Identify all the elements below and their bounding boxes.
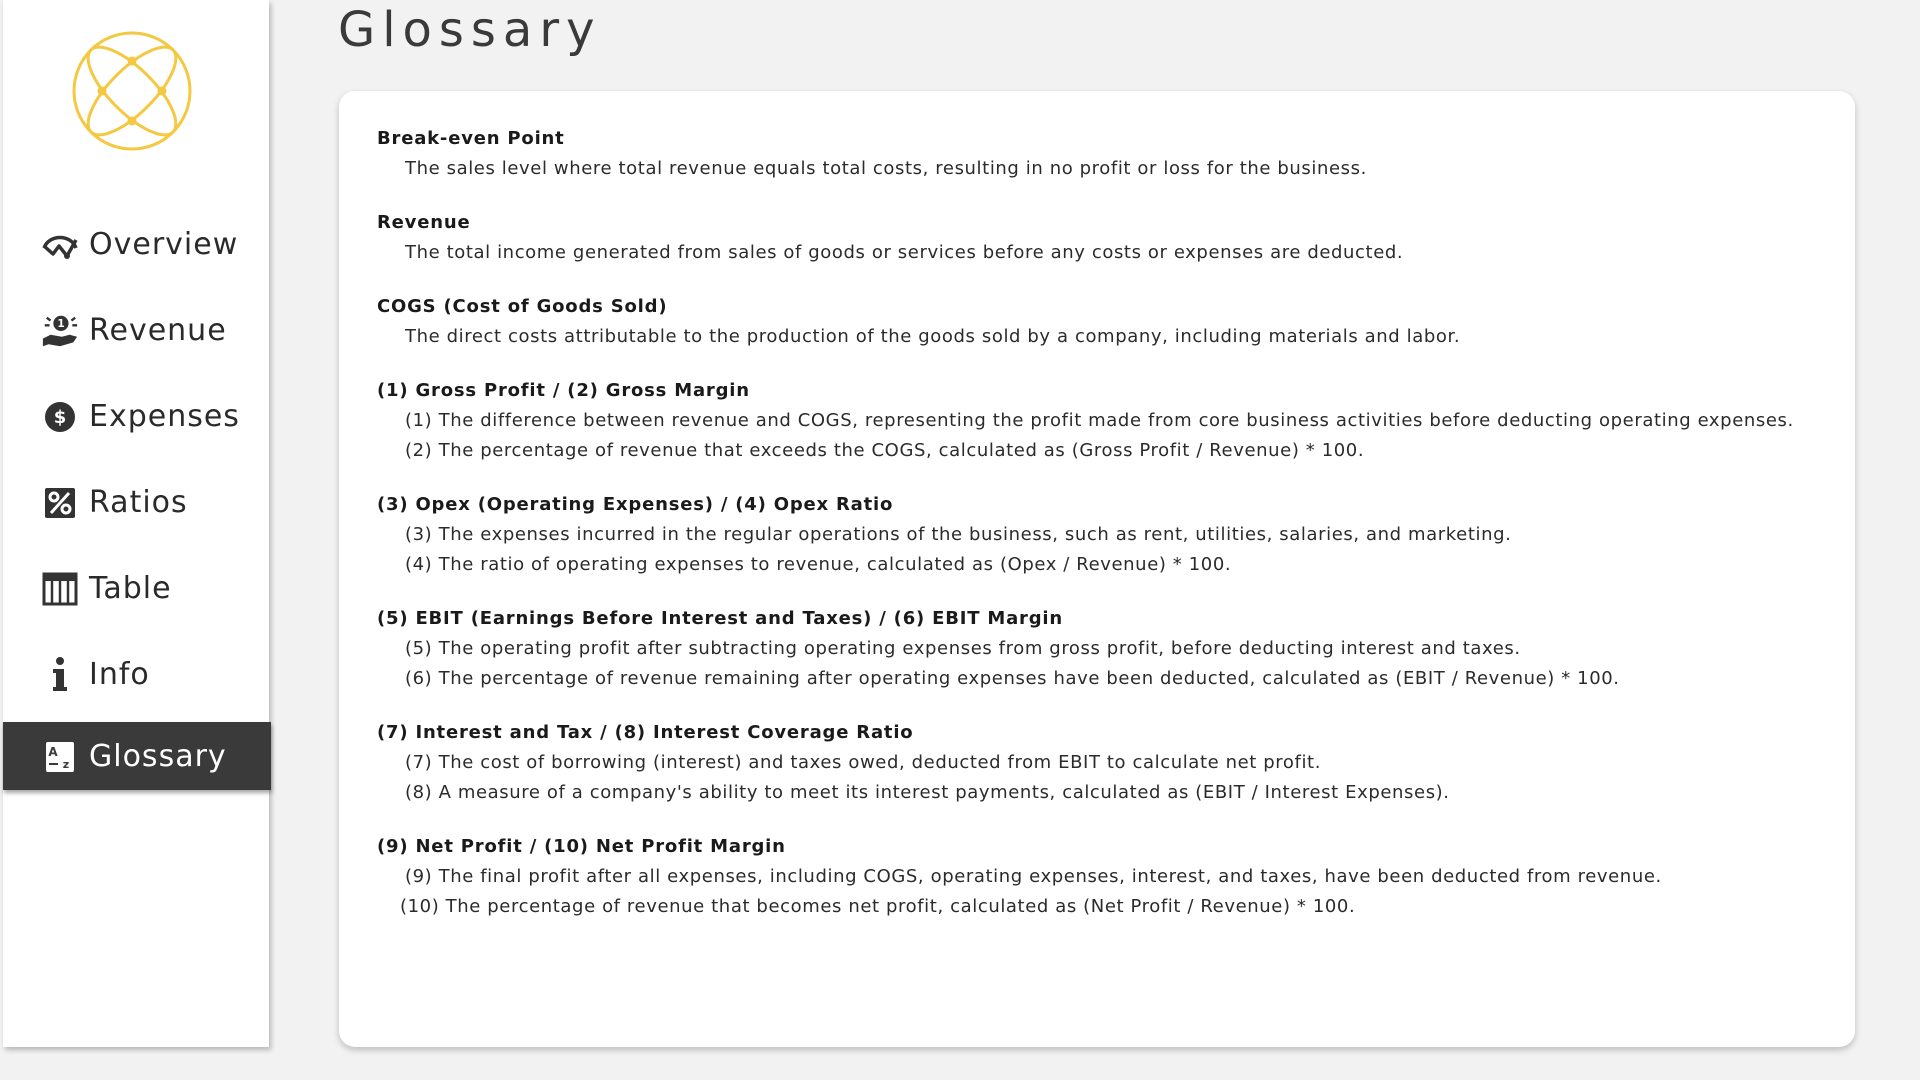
chart-trend-icon (41, 226, 79, 264)
glossary-definition: (1) The difference between revenue and COGS, representing the profit made from core business activities before deducting operating expenses. (405, 410, 1794, 431)
glossary-term: Break-even Point (377, 128, 565, 149)
svg-text:$: $ (53, 407, 67, 428)
svg-text:z: z (62, 758, 70, 771)
page-title: Glossary (338, 2, 602, 58)
glossary-definition: The total income generated from sales of goods or services before any costs or expenses are deducted. (405, 242, 1404, 263)
sidebar-item-label: Glossary (89, 738, 227, 774)
glossary-definition: (3) The expenses incurred in the regular operations of the business, such as rent, utilities, salaries, and marketing. (405, 524, 1512, 545)
svg-text:1: 1 (57, 318, 65, 331)
sidebar-item-revenue[interactable] (3, 296, 271, 364)
glossary-entry (377, 493, 1837, 577)
percent-icon (41, 484, 79, 522)
sidebar-item-info[interactable] (3, 640, 271, 708)
glossary-entry (377, 295, 1837, 349)
glossary-entry (377, 379, 1837, 463)
glossary-definition: (2) The percentage of revenue that exceeds the COGS, calculated as (Gross Profit / Revenue) * 100. (405, 440, 1365, 461)
revenue-coin-hand-icon (41, 312, 79, 350)
glossary-definition: (5) The operating profit after subtracting operating expenses from gross profit, before deducting interest and taxes. (405, 638, 1521, 659)
glossary-az-icon (41, 738, 79, 776)
sidebar-item-glossary[interactable] (3, 722, 271, 790)
sidebar-item-overview[interactable] (3, 210, 271, 278)
glossary-list (377, 127, 1837, 949)
sidebar-item-label: Table (89, 570, 172, 606)
sidebar-item-expenses[interactable] (3, 382, 271, 450)
glossary-term: (7) Interest and Tax / (8) Interest Coverage Ratio (377, 722, 914, 743)
glossary-term: (1) Gross Profit / (2) Gross Margin (377, 380, 750, 401)
glossary-term: (3) Opex (Operating Expenses) / (4) Opex Ratio (377, 494, 894, 515)
glossary-term: (9) Net Profit / (10) Net Profit Margin (377, 836, 786, 857)
glossary-definition: (9) The final profit after all expenses, including COGS, operating expenses, interest, and taxes, have been deducted from revenue. (405, 866, 1662, 887)
glossary-definition: The direct costs attributable to the production of the goods sold by a company, including materials and labor. (405, 326, 1461, 347)
sidebar-item-label: Info (89, 656, 150, 692)
glossary-term: COGS (Cost of Goods Sold) (377, 296, 668, 317)
glossary-entry (377, 607, 1837, 691)
glossary-entry (377, 211, 1837, 265)
sidebar-item-label: Ratios (89, 484, 188, 520)
glossary-card (339, 91, 1855, 1047)
dollar-circle-icon (41, 398, 79, 436)
svg-text:A: A (48, 745, 58, 759)
glossary-term: (5) EBIT (Earnings Before Interest and Taxes) / (6) EBIT Margin (377, 608, 1063, 629)
glossary-definition: (7) The cost of borrowing (interest) and taxes owed, deducted from EBIT to calculate net profit. (405, 752, 1322, 773)
info-icon (41, 656, 79, 694)
glossary-entry (377, 835, 1837, 919)
glossary-definition: (10) The percentage of revenue that becomes net profit, calculated as (Net Profit / Revenue) * 100. (400, 896, 1356, 917)
glossary-entry (377, 721, 1837, 805)
glossary-definition: (8) A measure of a company's ability to meet its interest payments, calculated as (EBIT / Interest Expenses). (405, 782, 1450, 803)
sidebar-item-label: Expenses (89, 398, 240, 434)
sidebar (3, 0, 269, 1047)
glossary-entry (377, 127, 1837, 181)
sidebar-item-ratios[interactable] (3, 468, 271, 536)
glossary-definition: (4) The ratio of operating expenses to revenue, calculated as (Opex / Revenue) * 100. (405, 554, 1232, 575)
glossary-definition: The sales level where total revenue equals total costs, resulting in no profit or loss for the business. (405, 158, 1367, 179)
sidebar-item-label: Revenue (89, 312, 227, 348)
table-icon (41, 570, 79, 608)
glossary-definition: (6) The percentage of revenue remaining after operating expenses have been deducted, calculated as (EBIT / Revenue) * 100. (405, 668, 1620, 689)
glossary-term: Revenue (377, 212, 471, 233)
sidebar-item-label: Overview (89, 226, 239, 262)
sidebar-item-table[interactable] (3, 554, 271, 622)
orbit-globe-logo (69, 28, 195, 154)
